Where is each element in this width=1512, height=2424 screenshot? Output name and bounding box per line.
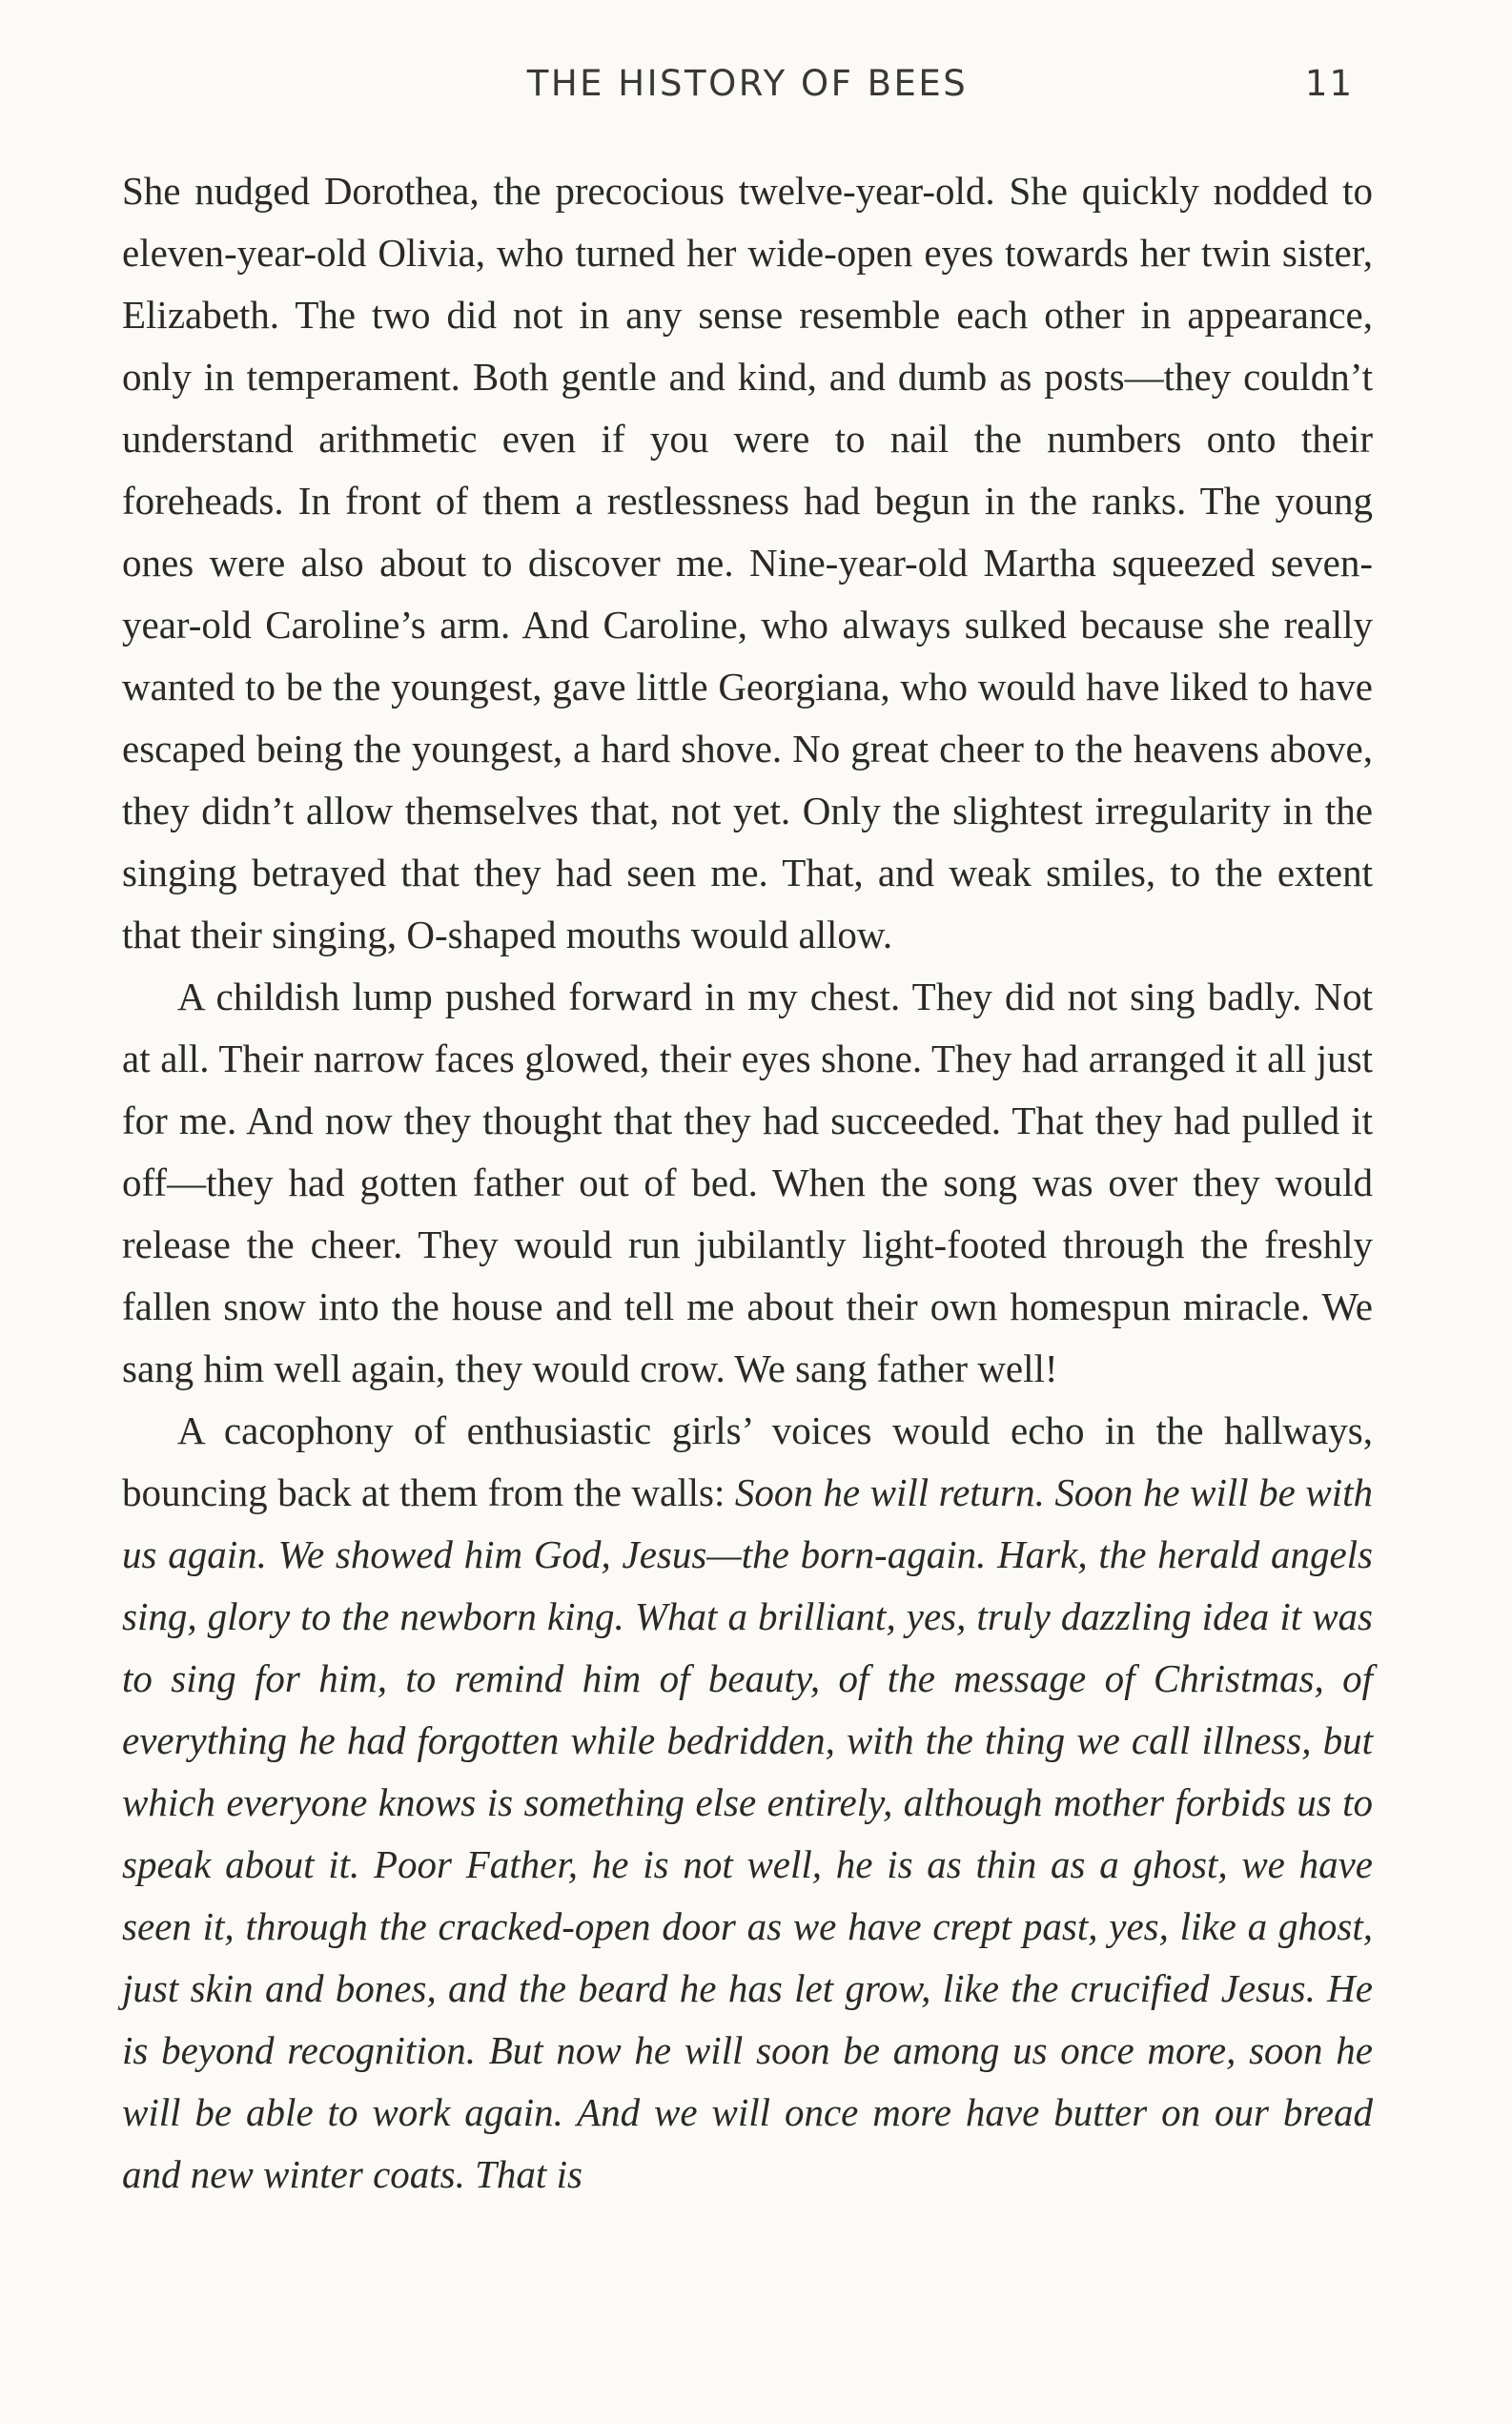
body-text bbox=[122, 160, 1373, 2206]
paragraph: She nudged Dorothea, the precocious twelve-year-old. She quickly nodded to eleven-year-old Olivia, who turned her wide-open eyes towards her twin sister, Elizabeth. The two did not in any sense resemble each other in appearance, only in temperament. Both gentle and kind, and dumb as posts—they couldn’t understand arithmetic even if you were to nail the numbers onto their foreheads. In front of them a restlessness had begun in the ranks. The young ones were also about to discover me. Nine-year-old Martha squeezed seven-year-old Caroline’s arm. And Caroline, who always sulked because she really wanted to be the youngest, gave little Georgiana, who would have liked to have escaped being the youngest, a hard shove. No great cheer to the heavens above, they didn’t allow themselves that, not yet. Only the slightest irregularity in the singing betrayed that they had seen me. That, and weak smiles, to the extent that their singing, O-shaped mouths would allow. bbox=[122, 169, 1373, 956]
paragraph-roman-text: A cacophony of enthusiastic girls’ voices would echo in the hallways, bouncing back at them from the walls: bbox=[122, 1408, 1373, 1514]
page-number: 11 bbox=[1304, 63, 1354, 104]
running-head bbox=[122, 63, 1373, 120]
paragraph bbox=[122, 1400, 1373, 2206]
paragraph: A childish lump pushed forward in my chest. They did not sing badly. Not at all. Their narrow faces glowed, their eyes shone. They had arranged it all just for me. And now they thought that they had succeeded. That they had pulled it off—they had gotten father out of bed. When the song was over they would release the cheer. They would run jubilantly light-footed through the freshly fallen snow into the house and tell me about their own homespun miracle. We sang him well again, they would crow. We sang father well! bbox=[122, 975, 1373, 1390]
book-title: THE HISTORY OF BEES bbox=[526, 63, 969, 104]
paragraph-italic-text: Soon he will return. Soon he will be with us again. We showed him God, Jesus—the born-again. Hark, the herald angels sing, glory to the newborn king. What a brilliant, yes, truly dazzling idea it was to sing for him, to remind him of beauty, of the message of Christmas, of everything he had forgotten while bedridden, with the thing we call illness, but which everyone knows is something else entirely, although mother forbids us to speak about it. Poor Father, he is not well, he is as thin as a ghost, we have seen it, through the cracked-open door as we have crept past, yes, like a ghost, just skin and bones, and the beard he has let grow, like the crucified Jesus. He is beyond recognition. But now he will soon be among us once more, soon he will be able to work again. And we will once more have butter on our bread and new winter coats. That is bbox=[122, 1470, 1373, 2196]
